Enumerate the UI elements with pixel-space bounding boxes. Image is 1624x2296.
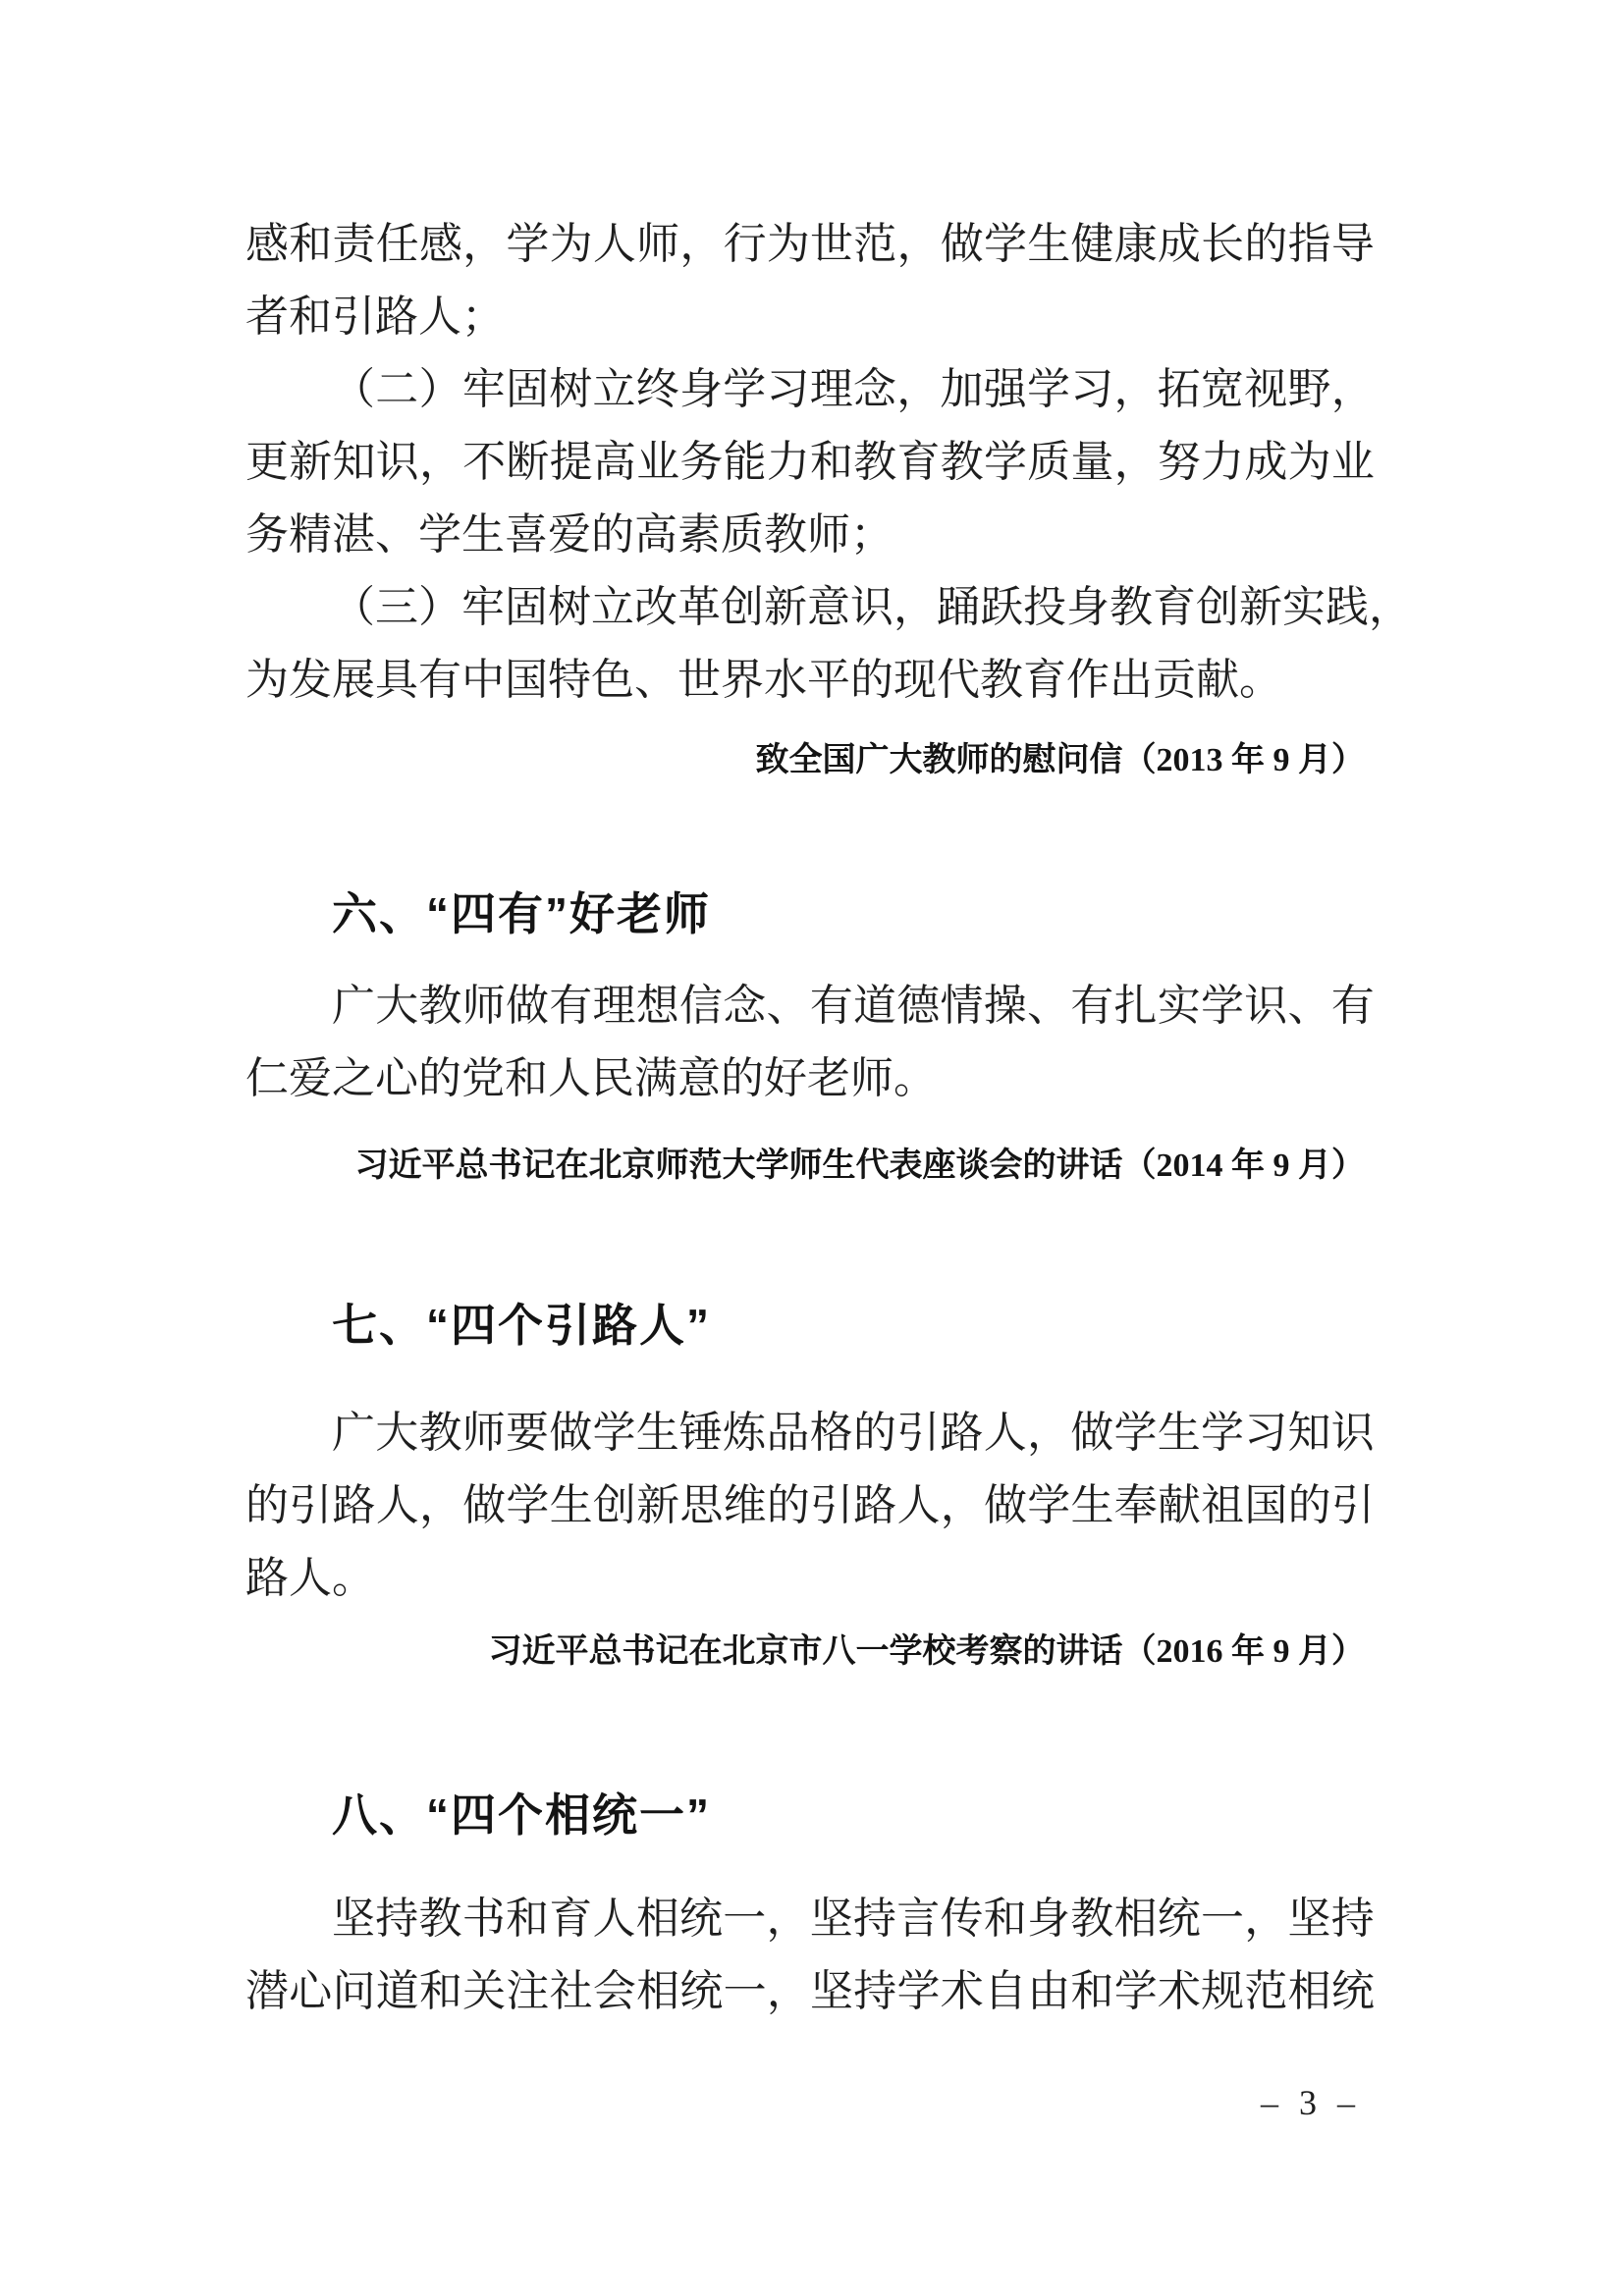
intro-paragraph	[245, 208, 1412, 717]
body-line: 的 引 路 人 ， 做 学 生 创 新 思 维 的 引 路 人 ， 做 学 生 奉 献 祖 国 的 引	[245, 1481, 1375, 1529]
body-line: 为发展具有中国特色、世界水平的现代教育作出贡献。	[245, 656, 1282, 704]
body-line: 坚 持 教 书 和 育 人 相 统 一 ， 坚 持 言 传 和 身 教 相 统 一 ， 坚 持	[332, 1895, 1375, 1943]
source-citation-2016: 习近平总书记在北京市八一学校考察的讲话（2016 年 9 月）	[488, 1633, 1365, 1670]
section-heading-7: 七、“四个引路人”	[332, 1300, 711, 1351]
section-8-paragraph	[245, 1883, 1375, 2028]
body-line: 者和引路人；	[245, 293, 505, 341]
section-6-paragraph	[245, 970, 1375, 1115]
body-line: 广 大 教 师 要 做 学 生 锤 炼 品 格 的 引 路 人 ， 做 学 生 学 习 知 识	[332, 1409, 1375, 1457]
body-line: 仁爱之心的党和人民满意的好老师。	[245, 1054, 937, 1102]
section-heading-6: 六、“四有”好老师	[332, 888, 711, 939]
body-line: 务精湛、学生喜爱的高素质教师；	[245, 510, 893, 559]
section-heading-8: 八、“四个相统一”	[332, 1789, 711, 1841]
body-line: 潜 心 问 道 和 关 注 社 会 相 统 一 ， 坚 持 学 术 自 由 和 学 术 规 范 相 统	[245, 1967, 1375, 2015]
section-7-paragraph	[245, 1397, 1375, 1615]
body-line: （ 二 ） 牢 固 树 立 终 身 学 习 理 念 ， 加 强 学 习 ， 拓 宽 视 野 ，	[332, 365, 1375, 413]
body-line: 更 新 知 识 ， 不 断 提 高 业 务 能 力 和 教 育 教 学 质 量 ， 努 力 成 为 业	[245, 438, 1375, 486]
source-citation-2013: 致全国广大教师的慰问信（2013 年 9 月）	[755, 742, 1365, 778]
body-line: 广 大 教 师 做 有 理 想 信 念 、 有 道 德 情 操 、 有 扎 实 学 识 、 有	[332, 982, 1375, 1030]
body-line: 感 和 责 任 感 ， 学 为 人 师 ， 行 为 世 范 ， 做 学 生 健 康 成 长 的 指 导	[245, 220, 1375, 268]
body-line: 路人。	[245, 1554, 375, 1602]
page-number: – 3 –	[1261, 2083, 1361, 2122]
body-line: （ 三 ） 牢 固 树 立 改 革 创 新 意 识 ， 踊 跃 投 身 教 育 创 新 实 践 ，	[332, 583, 1412, 631]
source-citation-2014: 习近平总书记在北京师范大学师生代表座谈会的讲话（2014 年 9 月）	[354, 1148, 1365, 1184]
